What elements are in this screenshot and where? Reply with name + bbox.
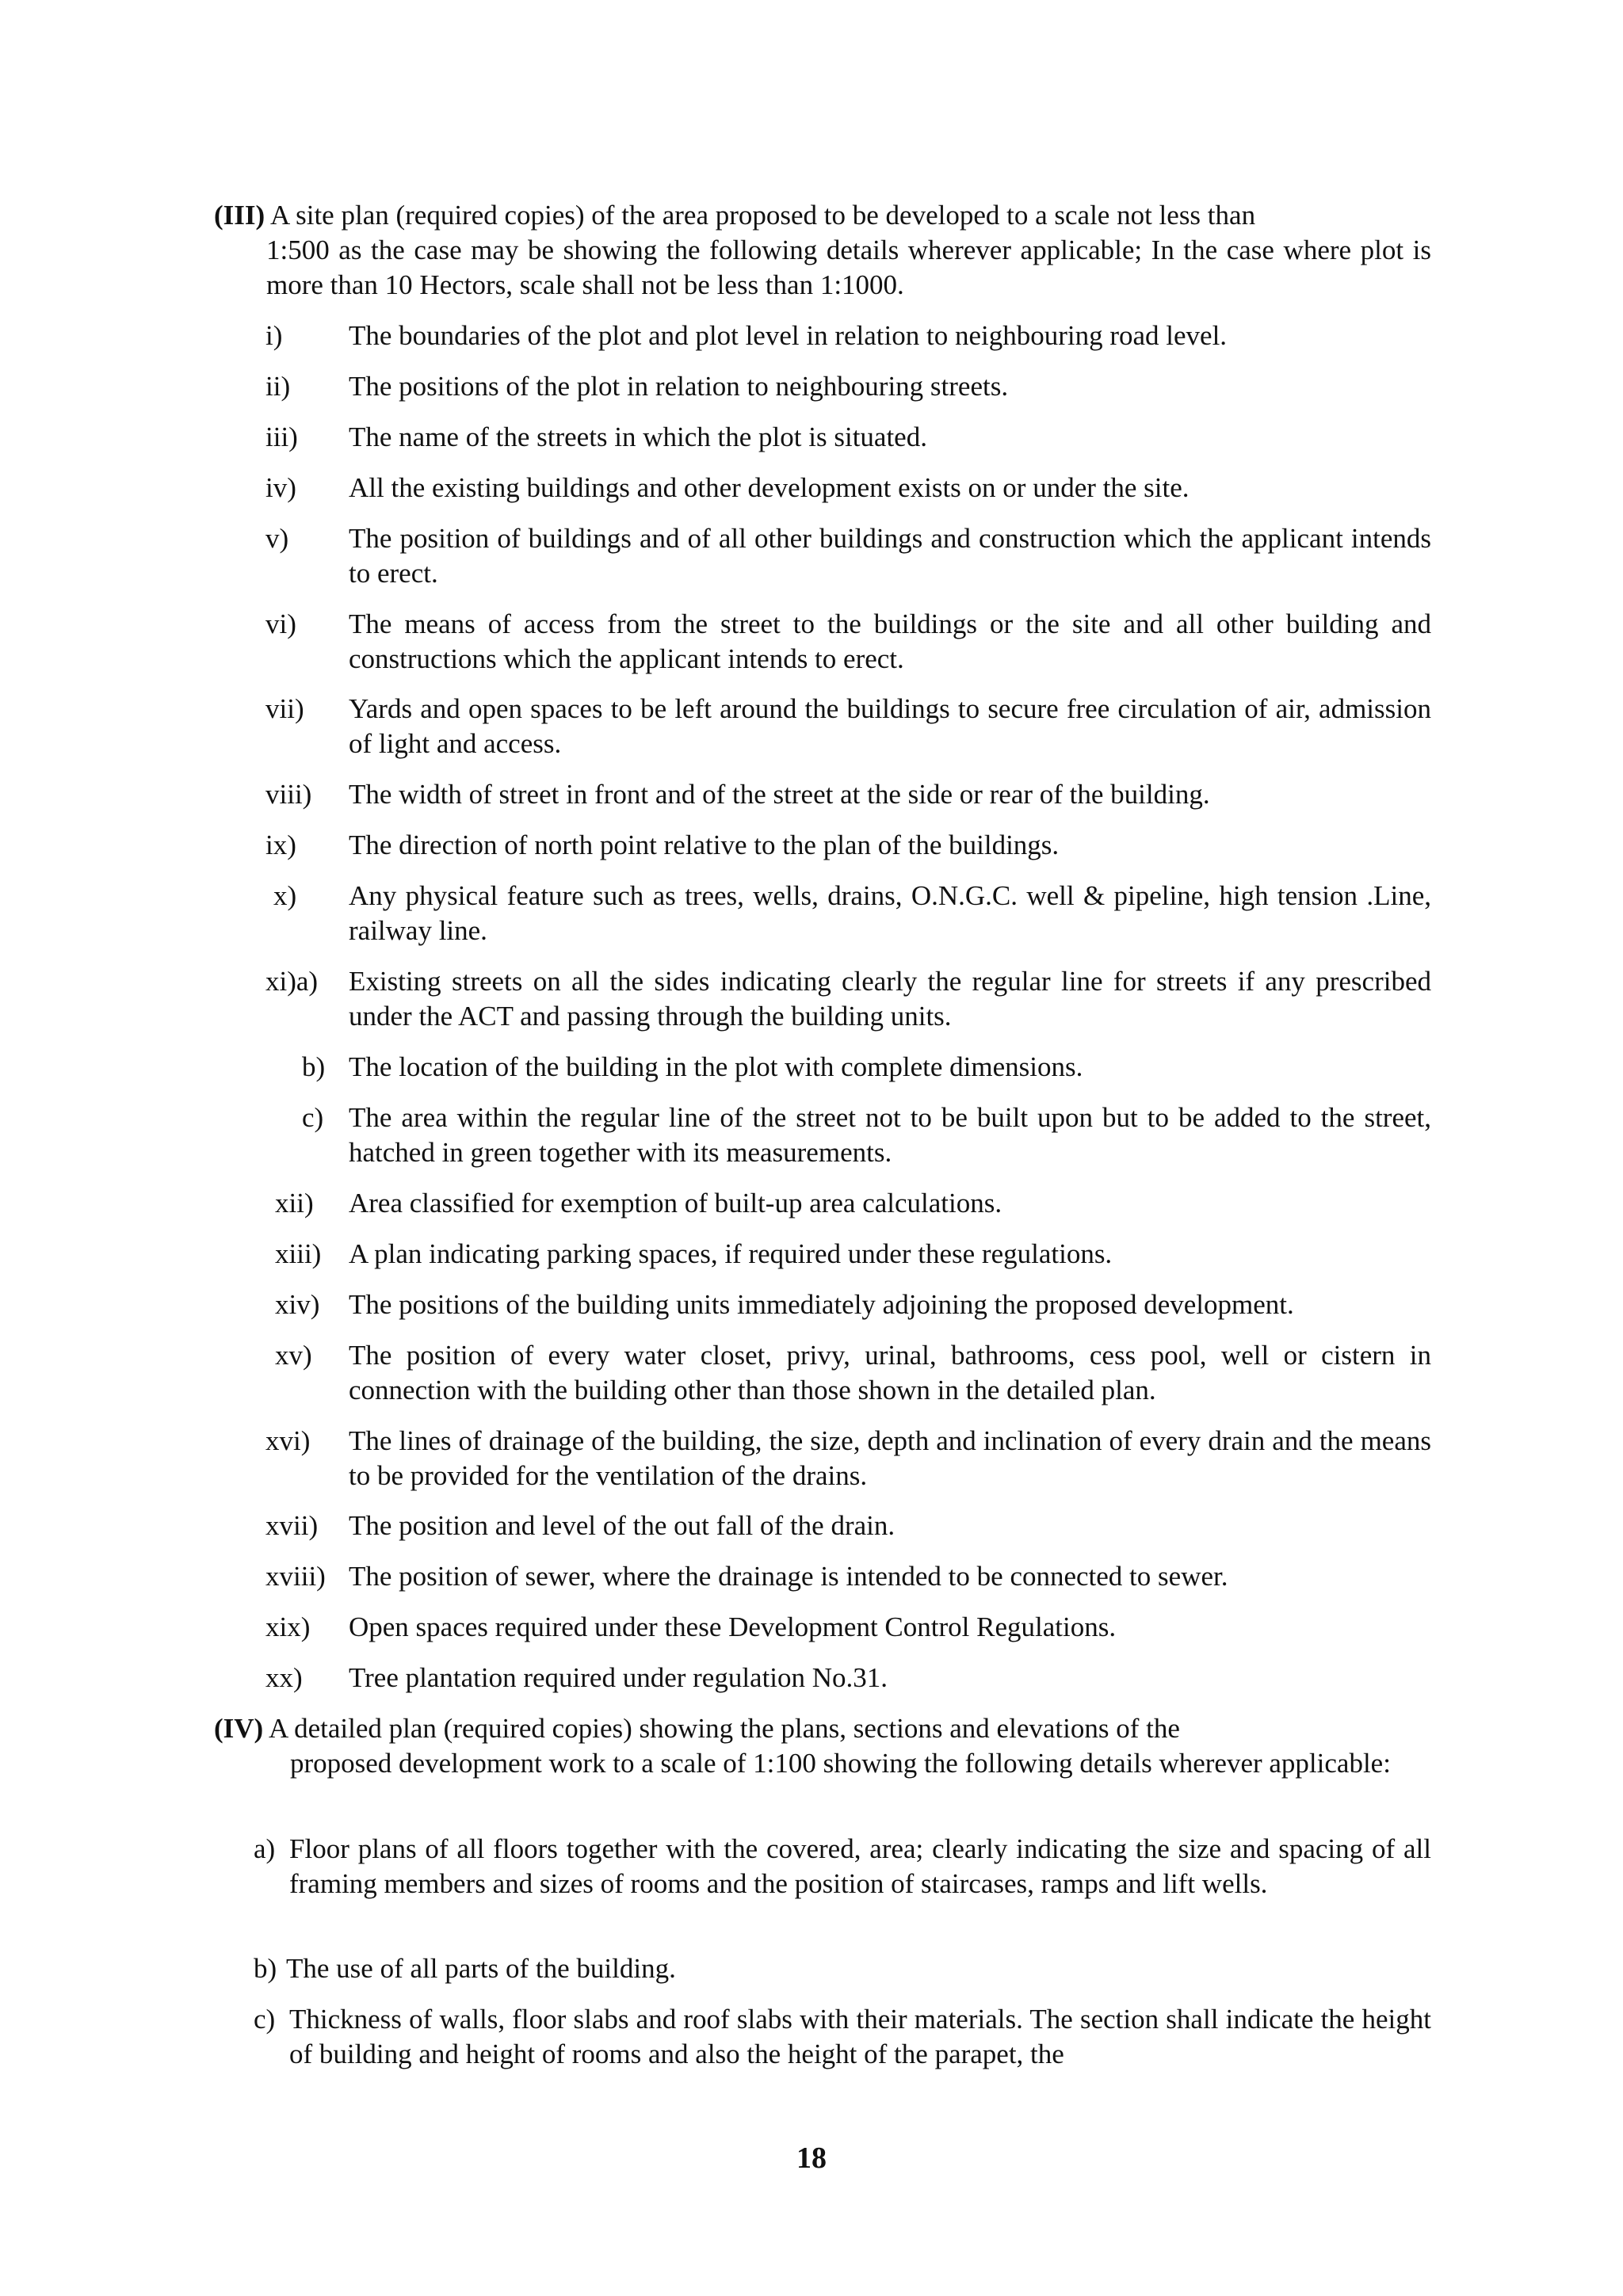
item-text: A plan indicating parking spaces, if required under these regulations. (349, 1238, 1113, 1269)
item-text: Thickness of walls, floor slabs and roof slabs with their materials. The section shall indicate the height of building and height of rooms and also the height of the parapet, the (289, 2004, 1431, 2069)
item-number: c) (302, 1102, 324, 1133)
item-text: Any physical feature such as trees, wells, drains, O.N.G.C. well & pipeline, high tension .Line, railway line. (349, 880, 1431, 946)
section-iii-rest: 1:500 as the case may be showing the following details wherever applicable; In the case where plot is more than 10 Hectors, scale shall not be less than 1:1000. (266, 235, 1431, 300)
item-number: iv) (265, 472, 296, 503)
item-number: x) (273, 880, 297, 911)
item-number: b) (254, 1953, 277, 1984)
item-text: The position of sewer, where the drainage is intended to be connected to sewer. (349, 1561, 1228, 1592)
item-text: Existing streets on all the sides indicating clearly the regular line for streets if any prescribed under the ACT and passing through the building units. (349, 966, 1431, 1032)
item-text: The positions of the building units immediately adjoining the proposed development. (349, 1289, 1294, 1320)
page-number: 18 (796, 2142, 827, 2175)
item-text: Open spaces required under these Development Control Regulations. (349, 1611, 1117, 1642)
item-number: b) (302, 1051, 326, 1082)
item-text: The direction of north point relative to the plan of the buildings. (349, 830, 1060, 860)
item-number: vi) (265, 608, 296, 639)
item-number: xviii) (265, 1561, 326, 1592)
section-iii-intro (214, 198, 1431, 303)
item-number: xi)a) (265, 966, 319, 997)
item-number: xii) (275, 1188, 314, 1219)
item-text: The position and level of the out fall of the drain. (349, 1510, 896, 1541)
item-number: i) (265, 320, 283, 351)
section-iv-intro (214, 1711, 1431, 1781)
item-text: Tree plantation required under regulation No.31. (349, 1662, 888, 1693)
item-text: The position of buildings and of all other buildings and construction which the applicant intends to erect. (349, 523, 1431, 589)
section-iii-line1: A site plan (required copies) of the area proposed to be developed to a scale not less than (270, 200, 1256, 231)
item-number: ix) (265, 830, 296, 860)
item-number: ii) (265, 371, 291, 402)
item-number: xiii) (275, 1238, 322, 1269)
item-number: viii) (265, 779, 312, 810)
section-iv-rest: proposed development work to a scale of 1:100 showing the following details wherever applicable: (290, 1748, 1391, 1779)
item-text: Floor plans of all floors together with the covered, area; clearly indicating the size and spacing of all framing members and sizes of rooms and the position of staircases, ramps and lift wells. (289, 1833, 1431, 1899)
section-iv-line1: A detailed plan (required copies) showing the plans, sections and elevations of the (269, 1713, 1180, 1744)
section-iii-label: (III) (214, 200, 265, 231)
item-text: The name of the streets in which the plot is situated. (349, 421, 927, 452)
item-number: xvi) (265, 1425, 311, 1456)
item-number: c) (254, 2004, 276, 2035)
item-text: Area classified for exemption of built-up area calculations. (349, 1188, 1002, 1219)
item-number: xiv) (275, 1289, 320, 1320)
item-number: v) (265, 523, 289, 554)
item-number: xv) (275, 1340, 312, 1371)
item-text: All the existing buildings and other development exists on or under the site. (349, 472, 1190, 503)
item-text: The positions of the plot in relation to neighbouring streets. (349, 371, 1009, 402)
item-text: The width of street in front and of the street at the side or rear of the building. (349, 779, 1210, 810)
item-number: xix) (265, 1611, 311, 1642)
item-number: xvii) (265, 1510, 319, 1541)
item-text: The lines of drainage of the building, the size, depth and inclination of every drain and the means to be provided for the ventilation of the drains. (349, 1425, 1431, 1491)
item-text: Yards and open spaces to be left around the buildings to secure free circulation of air, admission of light and access. (349, 693, 1431, 759)
item-number: a) (254, 1833, 276, 1864)
item-number: vii) (265, 693, 304, 724)
item-text: The use of all parts of the building. (286, 1953, 676, 1984)
item-text: The position of every water closet, privy, urinal, bathrooms, cess pool, well or cistern in connection with the building other than those shown in the detailed plan. (349, 1340, 1431, 1405)
item-text: The location of the building in the plot with complete dimensions. (349, 1051, 1083, 1082)
item-text: The boundaries of the plot and plot level in relation to neighbouring road level. (349, 320, 1228, 351)
item-text: The area within the regular line of the street not to be built upon but to be added to the street, hatched in green together with its measurements. (349, 1102, 1431, 1168)
item-text: The means of access from the street to the buildings or the site and all other building and constructions which the applicant intends to erect. (349, 608, 1431, 674)
item-number: iii) (265, 421, 298, 452)
section-iv-label: (IV) (214, 1713, 264, 1744)
item-number: xx) (265, 1662, 303, 1693)
